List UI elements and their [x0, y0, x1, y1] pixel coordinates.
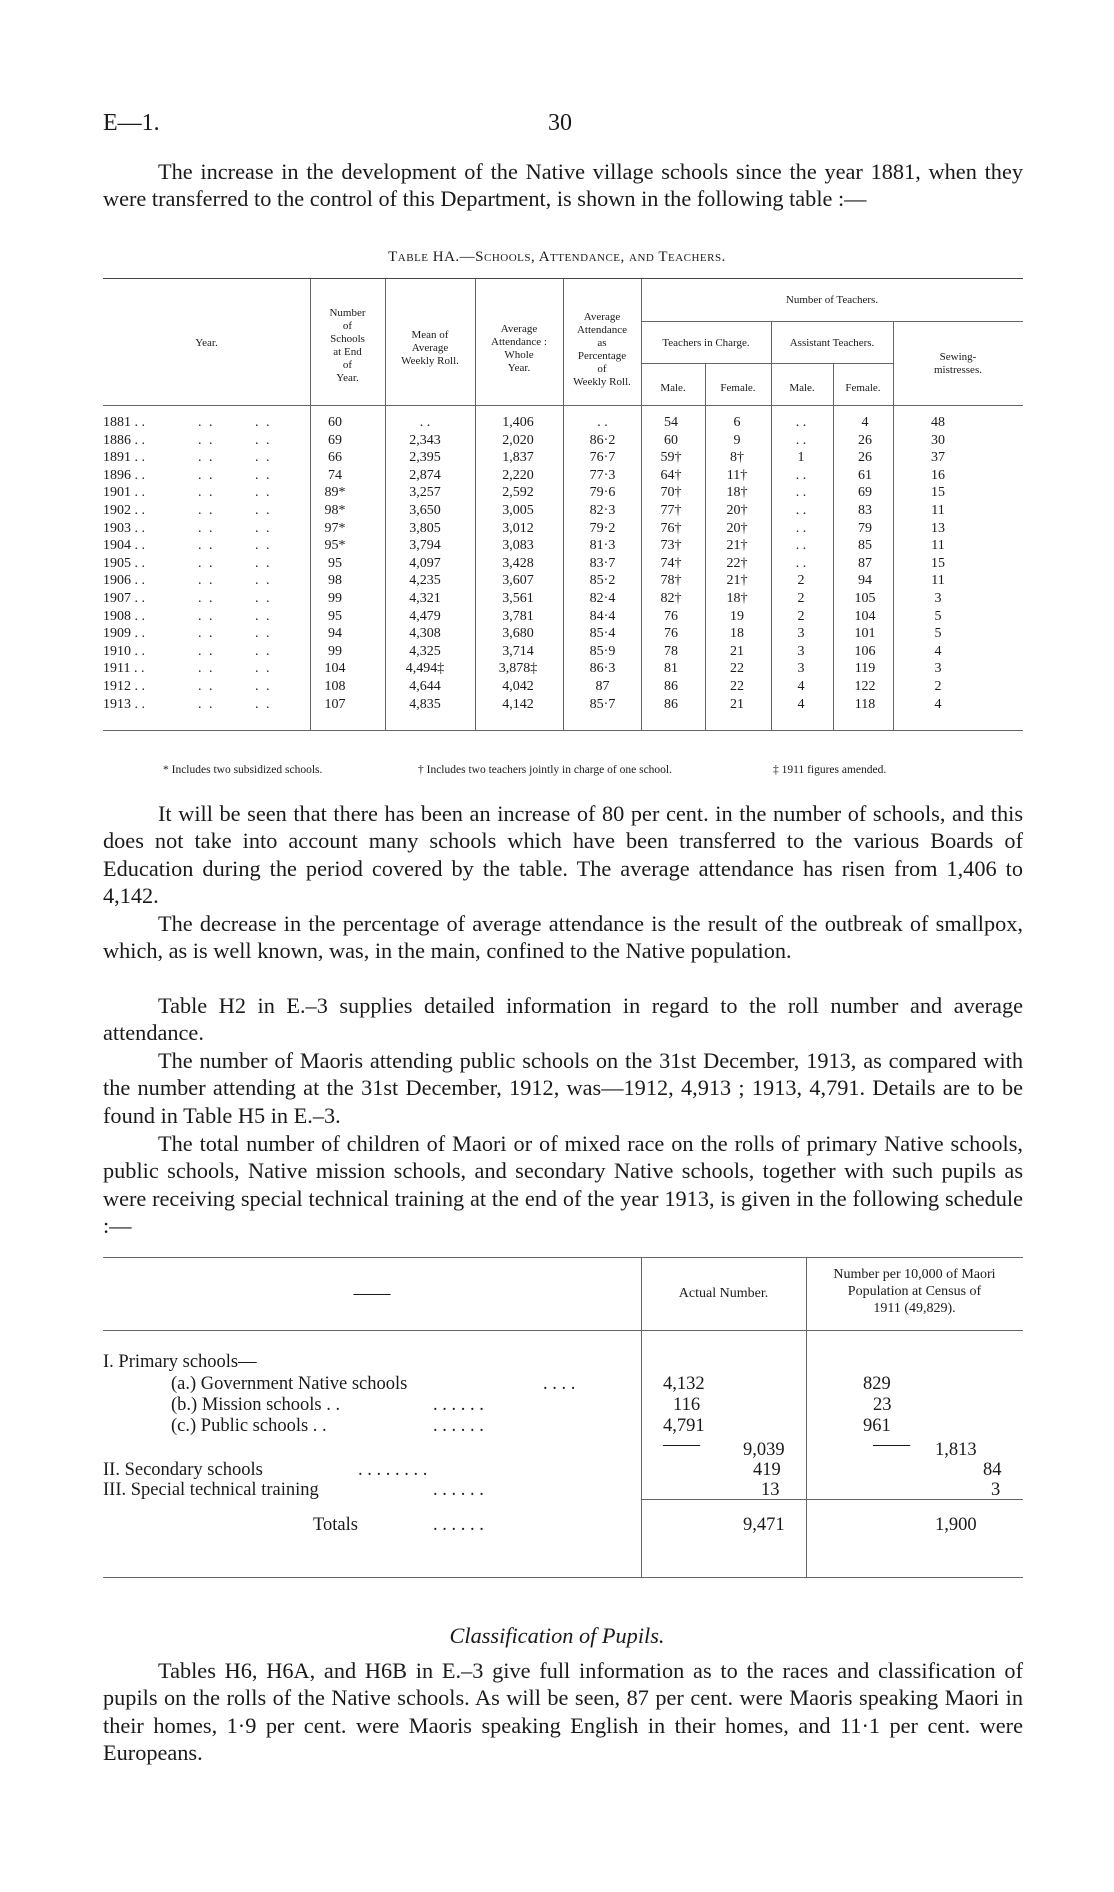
row-public-label: (c.) Public schools . . — [171, 1416, 327, 1436]
leader-dots: . . — [198, 608, 215, 624]
cell-female-assistant: 26 — [858, 450, 872, 466]
cell-year: 1911 . . — [103, 661, 145, 677]
header-assistant-teachers: Assistant Teachers. — [789, 337, 875, 349]
page-number: 30 — [548, 110, 572, 136]
cell-percentage: . . — [597, 415, 608, 430]
leader-dots: . . — [198, 626, 215, 642]
table-row — [103, 468, 1023, 485]
cell-attendance: 1,837 — [502, 450, 534, 466]
subtotal-actual: 9,039 — [743, 1440, 785, 1460]
cell-attendance: 3,781 — [502, 608, 534, 624]
cell-female-in-charge: 21 — [730, 643, 744, 659]
cell-female-in-charge: 20† — [726, 503, 748, 518]
cell-schools: 98 — [328, 573, 342, 589]
table-row — [103, 609, 1023, 626]
cell-female-assistant: 83 — [858, 503, 872, 518]
cell-mean-roll: 4,097 — [409, 555, 441, 571]
cell-male-assistant: 2 — [797, 591, 805, 606]
cell-attendance: 3,607 — [502, 573, 534, 589]
cell-year: 1912 . . — [103, 679, 145, 694]
leader-dots: . . — [198, 415, 215, 430]
paragraph-schedule-intro: The total number of children of Maori or of mixed race on the rolls of primary Native schools, public schools, Native mission schools, and secondary Native schools, together with such pupils as were receiving special technical training at the end of the year 1913, is given in the following schedule :— — [103, 1131, 1023, 1238]
table-row — [103, 485, 1023, 502]
cell-attendance: 3,428 — [502, 555, 534, 571]
cell-female-in-charge: 21† — [726, 538, 748, 554]
technical-dots: . . . . . . — [433, 1480, 484, 1500]
cell-female-assistant: 118 — [854, 696, 876, 712]
cell-year: 1907 . . — [103, 591, 145, 606]
cell-mean-roll: 4,479 — [409, 608, 441, 624]
cell-year: 1906 . . — [103, 573, 145, 589]
cell-year: 1909 . . — [103, 626, 145, 642]
leader-dots: . . — [255, 450, 272, 466]
cell-female-assistant: 105 — [854, 591, 876, 606]
header-schools: Number of Schools at End of Year. — [329, 307, 366, 384]
secondary-per: 84 — [983, 1460, 1002, 1480]
leader-dots: . . — [255, 485, 272, 501]
table-ha-title: Table HA.—Schools, Attendance, and Teachers. — [388, 249, 726, 265]
cell-male-in-charge: 86 — [664, 696, 678, 712]
table-row — [103, 521, 1023, 538]
leader-dots: . . — [198, 520, 215, 536]
row-public-dots: . . . . . . — [433, 1416, 484, 1436]
cell-percentage: 84·4 — [589, 608, 616, 624]
cell-male-in-charge: 82† — [660, 591, 682, 606]
leader-dots: . . — [255, 538, 272, 554]
cell-year: 1910 . . — [103, 643, 145, 659]
leader-dots: . . — [198, 679, 215, 694]
table-row — [103, 503, 1023, 520]
leader-dots: . . — [198, 696, 215, 712]
cell-attendance: 1,406 — [502, 415, 534, 430]
cell-male-assistant: . . — [795, 538, 807, 554]
cell-percentage: 82·3 — [589, 503, 616, 518]
cell-sewing-mistresses: 48 — [931, 415, 945, 430]
footnote-asterisk: * Includes two subsidized schools. — [163, 764, 323, 776]
cell-male-in-charge: 86 — [664, 679, 678, 694]
cell-sewing-mistresses: 3 — [934, 591, 942, 606]
cell-sewing-mistresses: 11 — [931, 538, 945, 554]
table-ha-body — [103, 406, 1023, 731]
header-sewing-mistresses: Sewing- mistresses. — [934, 351, 982, 376]
cell-mean-roll: 3,805 — [409, 520, 441, 536]
cell-schools: 97* — [324, 520, 346, 536]
cell-female-assistant: 69 — [858, 485, 872, 501]
table-row — [103, 679, 1023, 696]
table-row — [103, 573, 1023, 590]
cell-sewing-mistresses: 3 — [934, 661, 942, 677]
technical-label: III. Special technical training — [103, 1480, 319, 1500]
cell-female-in-charge: 22 — [730, 679, 744, 694]
cell-mean-roll: 3,650 — [409, 503, 441, 518]
header-mean-roll: Mean of Average Weekly Roll. — [401, 329, 459, 367]
cell-mean-roll: 3,257 — [409, 485, 441, 501]
cell-year: 1896 . . — [103, 467, 145, 483]
header-male-assistant: Male. — [789, 382, 815, 394]
leader-dots: . . — [198, 432, 215, 448]
cell-schools: 89* — [324, 485, 346, 501]
cell-sewing-mistresses: 16 — [931, 467, 945, 483]
cell-male-in-charge: 76† — [660, 520, 682, 536]
table-row — [103, 556, 1023, 573]
row-public-actual: 4,791 — [663, 1416, 705, 1436]
cell-schools: 95 — [328, 555, 342, 571]
table-row — [103, 415, 1023, 432]
cell-mean-roll: . . — [419, 415, 431, 430]
totals-dots: . . . . . . — [433, 1515, 484, 1535]
leader-dots: . . — [198, 450, 215, 466]
cell-female-in-charge: 18† — [726, 591, 748, 606]
cell-male-assistant: . . — [795, 432, 807, 448]
row-public-per: 961 — [863, 1416, 891, 1436]
cell-percentage: 86·3 — [589, 661, 616, 677]
cell-female-assistant: 119 — [854, 661, 876, 677]
cell-percentage: 85·4 — [589, 626, 616, 642]
cell-female-assistant: 94 — [858, 573, 872, 589]
cell-mean-roll: 2,874 — [409, 467, 441, 483]
cell-sewing-mistresses: 37 — [931, 450, 945, 466]
cell-attendance: 3,878‡ — [498, 661, 538, 677]
cell-attendance: 3,083 — [502, 538, 534, 554]
cell-attendance: 3,561 — [502, 591, 534, 606]
header-attendance: Average Attendance : Whole Year. — [491, 323, 547, 374]
cell-male-assistant: . . — [795, 503, 807, 518]
schedule-header-per-10000: Number per 10,000 of Maori Population at Census of 1911 (49,829). — [833, 1267, 996, 1316]
cell-male-in-charge: 76 — [664, 608, 678, 624]
cell-male-in-charge: 54 — [664, 415, 678, 430]
secondary-label: II. Secondary schools — [103, 1460, 263, 1480]
header-year: Year. — [195, 337, 218, 349]
cell-year: 1904 . . — [103, 538, 145, 554]
leader-dots: . . — [255, 591, 272, 606]
header-male-in-charge: Male. — [660, 382, 686, 394]
cell-percentage: 81·3 — [589, 538, 616, 554]
cell-female-assistant: 85 — [858, 538, 872, 554]
cell-schools: 69 — [328, 432, 342, 448]
cell-percentage: 79·2 — [589, 520, 616, 536]
cell-attendance: 4,142 — [502, 696, 534, 712]
table-row — [103, 661, 1023, 678]
leader-dots: . . — [255, 608, 272, 624]
leader-dots: . . — [255, 661, 272, 677]
subtotal-dash-actual: —— — [663, 1435, 700, 1455]
leader-dots: . . — [255, 679, 272, 694]
cell-male-in-charge: 78† — [660, 573, 682, 589]
cell-attendance: 2,020 — [502, 432, 534, 448]
subtotal-per: 1,813 — [935, 1440, 977, 1460]
leader-dots: . . — [255, 415, 272, 430]
cell-schools: 94 — [328, 626, 342, 642]
cell-male-in-charge: 60 — [664, 432, 678, 448]
cell-sewing-mistresses: 2 — [934, 679, 942, 694]
cell-attendance: 3,005 — [502, 503, 534, 518]
cell-sewing-mistresses: 5 — [934, 626, 942, 642]
cell-attendance: 3,714 — [502, 643, 534, 659]
cell-female-assistant: 87 — [858, 555, 872, 571]
leader-dots: . . — [255, 696, 272, 712]
leader-dots: . . — [255, 626, 272, 642]
cell-male-assistant: 4 — [797, 679, 805, 694]
cell-female-in-charge: 6 — [733, 415, 741, 430]
cell-sewing-mistresses: 4 — [934, 643, 942, 659]
leader-dots: . . — [198, 503, 215, 518]
technical-per: 3 — [991, 1480, 1001, 1500]
cell-year: 1886 . . — [103, 432, 145, 448]
cell-female-in-charge: 20† — [726, 520, 748, 536]
cell-year: 1902 . . — [103, 503, 145, 518]
cell-male-in-charge: 81 — [664, 661, 678, 677]
cell-sewing-mistresses: 4 — [934, 696, 942, 712]
cell-mean-roll: 3,794 — [409, 538, 441, 554]
cell-mean-roll: 4,321 — [409, 591, 441, 606]
paragraph-increase: It will be seen that there has been an increase of 80 per cent. in the number of schools, and this does not take into account many schools which have been transferred to the various Boards of Education during the period covered by the table. The average attendance has risen from 1,406 to 4,142. — [103, 801, 1023, 908]
cell-schools: 95 — [328, 608, 342, 624]
cell-sewing-mistresses: 15 — [931, 485, 945, 501]
cell-male-in-charge: 70† — [660, 485, 682, 501]
cell-male-assistant: . . — [795, 485, 807, 501]
document-reference: E—1. — [103, 110, 160, 136]
cell-year: 1905 . . — [103, 555, 145, 571]
totals-per: 1,900 — [935, 1515, 977, 1535]
cell-female-in-charge: 22† — [726, 555, 748, 571]
cell-percentage: 83·7 — [589, 555, 616, 571]
leader-dots: . . — [198, 538, 215, 554]
cell-sewing-mistresses: 11 — [931, 573, 945, 589]
totals-label: Totals — [313, 1515, 358, 1535]
cell-female-in-charge: 18 — [730, 626, 744, 642]
leader-dots: . . — [255, 643, 272, 659]
cell-schools: 74 — [328, 467, 342, 483]
cell-male-in-charge: 59† — [660, 450, 682, 466]
cell-percentage: 85·7 — [589, 696, 616, 712]
cell-male-in-charge: 78 — [664, 643, 678, 659]
cell-male-assistant: . . — [795, 555, 807, 571]
row-mission-actual: 116 — [673, 1395, 701, 1415]
cell-mean-roll: 4,325 — [409, 643, 441, 659]
cell-mean-roll: 2,343 — [409, 432, 441, 448]
cell-sewing-mistresses: 11 — [931, 503, 945, 518]
cell-sewing-mistresses: 5 — [934, 608, 942, 624]
cell-percentage: 85·9 — [589, 643, 616, 659]
table-row — [103, 433, 1023, 450]
leader-dots: . . — [255, 503, 272, 518]
leader-dots: . . — [255, 573, 272, 589]
cell-percentage: 79·6 — [589, 485, 616, 501]
cell-male-assistant: . . — [795, 415, 807, 430]
footnote-dagger: † Includes two teachers jointly in charge of one school. — [418, 764, 672, 776]
cell-female-in-charge: 21† — [726, 573, 748, 589]
cell-schools: 107 — [324, 696, 346, 712]
cell-male-assistant: 3 — [797, 661, 805, 677]
footnote-double-dagger: ‡ 1911 figures amended. — [773, 764, 887, 776]
header-teachers-in-charge: Teachers in Charge. — [662, 337, 750, 349]
header-number-of-teachers: Number of Teachers. — [785, 294, 879, 306]
cell-female-assistant: 61 — [858, 467, 872, 483]
schedule-header-actual: Actual Number. — [678, 1286, 769, 1301]
cell-mean-roll: 2,395 — [409, 450, 441, 466]
cell-female-in-charge: 21 — [730, 696, 744, 712]
cell-female-assistant: 4 — [861, 415, 869, 430]
cell-percentage: 77·3 — [589, 467, 616, 483]
cell-female-in-charge: 8† — [730, 450, 744, 466]
cell-mean-roll: 4,235 — [409, 573, 441, 589]
leader-dots: . . — [198, 467, 215, 483]
cell-schools: 66 — [328, 450, 342, 466]
cell-attendance: 4,042 — [502, 679, 534, 694]
cell-mean-roll: 4,308 — [409, 626, 441, 642]
leader-dots: . . — [198, 485, 215, 501]
intro-paragraph: The increase in the development of the Native village schools since the year 1881, when they were transferred to the control of this Department, is shown in the following table :— — [103, 159, 1023, 212]
table-ha — [103, 278, 1023, 731]
header-percentage: Average Attendance as Percentage of Weekly Roll. — [573, 311, 631, 388]
leader-dots: . . — [198, 591, 215, 606]
classification-paragraph: Tables H6, H6A, and H6B in E.–3 give full information as to the races and classification of pupils on the rolls of the Native schools. As will be seen, 87 per cent. were Maoris speaking Maori in their homes, 1·9 per cent. were Maoris speaking English in their homes, and 11·1 per cent. were Europeans. — [103, 1658, 1023, 1765]
leader-dots: . . — [198, 643, 215, 659]
cell-mean-roll: 4,494‡ — [405, 661, 445, 677]
cell-female-assistant: 101 — [854, 626, 876, 642]
subtotal-dash-per: —— — [873, 1435, 910, 1455]
cell-schools: 98* — [324, 503, 346, 518]
cell-sewing-mistresses: 15 — [931, 555, 945, 571]
cell-male-assistant: . . — [795, 520, 807, 536]
secondary-dots: . . . . . . . . — [358, 1460, 428, 1480]
cell-female-in-charge: 11† — [726, 467, 748, 483]
cell-female-assistant: 104 — [854, 608, 876, 624]
cell-male-assistant: 3 — [797, 626, 805, 642]
leader-dots: . . — [255, 432, 272, 448]
table-row — [103, 450, 1023, 467]
cell-female-in-charge: 22 — [730, 661, 744, 677]
cell-percentage: 87 — [595, 679, 610, 694]
technical-actual: 13 — [761, 1480, 780, 1500]
cell-male-assistant: 2 — [797, 573, 805, 589]
row-mission-per: 23 — [873, 1395, 892, 1415]
cell-schools: 108 — [324, 679, 346, 694]
row-government-native-actual: 4,132 — [663, 1374, 705, 1394]
table-row — [103, 697, 1023, 714]
totals-actual: 9,471 — [743, 1515, 785, 1535]
cell-attendance: 3,680 — [502, 626, 534, 642]
cell-male-assistant: 3 — [797, 643, 805, 659]
leader-dots: . . — [255, 520, 272, 536]
paragraph-table-h2: Table H2 in E.–3 supplies detailed information in regard to the roll number and average attendance. — [103, 993, 1023, 1046]
cell-year: 1881 . . — [103, 415, 145, 430]
leader-dots: . . — [198, 555, 215, 571]
cell-attendance: 3,012 — [502, 520, 534, 536]
paragraph-public-schools: The number of Maoris attending public schools on the 31st December, 1913, as compared with the number attending at the 31st December, 1912, was—1912, 4,913 ; 1913, 4,791. Details are to be found in Table H5 in E.–3. — [103, 1048, 1023, 1128]
cell-schools: 95* — [324, 538, 346, 554]
cell-female-in-charge: 19 — [730, 608, 744, 624]
cell-percentage: 82·4 — [589, 591, 616, 606]
table-row — [103, 626, 1023, 643]
cell-mean-roll: 4,644 — [409, 679, 441, 694]
cell-female-assistant: 79 — [858, 520, 872, 536]
table-row — [103, 591, 1023, 608]
cell-male-assistant: . . — [795, 467, 807, 483]
cell-female-assistant: 26 — [858, 432, 872, 448]
cell-female-assistant: 106 — [854, 643, 876, 659]
leader-dots: . . — [198, 573, 215, 589]
cell-percentage: 85·2 — [589, 573, 616, 589]
header-female-assistant: Female. — [845, 382, 881, 394]
cell-male-assistant: 1 — [797, 450, 805, 466]
cell-male-in-charge: 76 — [664, 626, 678, 642]
cell-male-in-charge: 73† — [660, 538, 682, 554]
cell-male-assistant: 4 — [797, 696, 805, 712]
cell-sewing-mistresses: 13 — [931, 520, 945, 536]
table-ha-header — [103, 279, 1023, 406]
cell-year: 1913 . . — [103, 696, 145, 712]
cell-schools: 60 — [328, 415, 342, 430]
cell-year: 1908 . . — [103, 608, 145, 624]
cell-female-assistant: 122 — [854, 679, 876, 694]
row-mission-dots: . . . . . . — [433, 1395, 484, 1415]
row-government-native-per: 829 — [863, 1374, 891, 1394]
cell-female-in-charge: 18† — [726, 485, 748, 501]
cell-male-in-charge: 77† — [660, 503, 682, 518]
header-female-in-charge: Female. — [720, 382, 756, 394]
cell-male-in-charge: 74† — [660, 555, 682, 571]
cell-attendance: 2,220 — [502, 467, 534, 483]
cell-year: 1891 . . — [103, 450, 145, 466]
cell-year: 1901 . . — [103, 485, 145, 501]
table-row — [103, 538, 1023, 555]
cell-male-in-charge: 64† — [660, 467, 682, 483]
schedule-header-dash: —— — [353, 1284, 391, 1304]
cell-year: 1903 . . — [103, 520, 145, 536]
secondary-actual: 419 — [753, 1460, 781, 1480]
cell-schools: 99 — [328, 643, 342, 659]
primary-schools-label: I. Primary schools— — [103, 1352, 257, 1372]
leader-dots: . . — [255, 467, 272, 483]
row-government-native-dots: . . . . — [543, 1374, 576, 1394]
row-government-native-label: (a.) Government Native schools — [171, 1374, 408, 1394]
leader-dots: . . — [198, 661, 215, 677]
cell-percentage: 76·7 — [589, 450, 616, 466]
cell-attendance: 2,592 — [502, 485, 534, 501]
cell-male-assistant: 2 — [797, 608, 805, 624]
classification-heading: Classification of Pupils. — [449, 1623, 665, 1648]
cell-percentage: 86·2 — [589, 432, 616, 448]
cell-schools: 104 — [324, 661, 346, 677]
cell-schools: 99 — [328, 591, 342, 606]
leader-dots: . . — [255, 555, 272, 571]
cell-female-in-charge: 9 — [733, 432, 741, 448]
cell-sewing-mistresses: 30 — [931, 432, 945, 448]
row-mission-label: (b.) Mission schools . . — [171, 1395, 341, 1415]
table-row — [103, 644, 1023, 661]
cell-mean-roll: 4,835 — [409, 696, 441, 712]
paragraph-decrease: The decrease in the percentage of average attendance is the result of the outbreak of smallpox, which, as is well known, was, in the main, confined to the Native population. — [103, 911, 1023, 964]
